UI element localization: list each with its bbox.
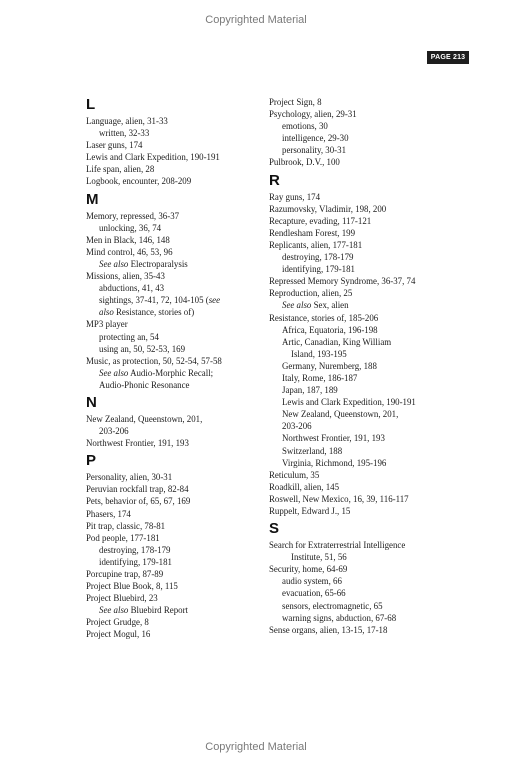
entry-text: Peruvian rockfall trap, 82-84: [86, 484, 189, 495]
entry-text: Memory, repressed, 36-37: [86, 210, 180, 221]
entry-text: Personality, alien, 30-31: [86, 472, 173, 483]
entry-text: sightings, 37-41, 72, 104-105 (: [99, 295, 209, 306]
entry-text: Repressed Memory Syndrome, 36-37, 74: [269, 276, 416, 287]
index-entry: [86, 520, 264, 532]
index-entry: [86, 246, 264, 258]
index-subentry: [86, 222, 264, 234]
index-entry: [86, 616, 264, 628]
entry-text: written, 32-33: [99, 128, 150, 139]
index-entry: [86, 270, 264, 282]
index-entry: [269, 624, 459, 636]
entry-text: identifying, 179-181: [282, 264, 355, 275]
index-subentry: [269, 420, 459, 432]
index-entry: [86, 568, 264, 580]
entry-text: Institute, 51, 56: [291, 552, 347, 563]
entry-text: audio system, 66: [282, 576, 342, 587]
copyright-footer: Copyrighted Material: [205, 741, 307, 753]
index-entry: [86, 437, 264, 449]
entry-text: Lewis and Clark Expedition, 190-191: [282, 397, 416, 408]
index-entry: [269, 539, 459, 551]
index-section-letter: P: [86, 452, 97, 470]
entry-text: Men in Black, 146, 148: [86, 234, 170, 245]
see-also-label: also: [99, 307, 114, 318]
index-subentry: [269, 120, 459, 132]
entry-text: Electroparalysis: [128, 258, 188, 269]
entry-text: Northwest Frontier, 191, 193: [86, 438, 189, 449]
entry-text: Pod people, 177-181: [86, 532, 160, 543]
index-entry: [269, 156, 459, 168]
index-entry: [269, 563, 459, 575]
entry-text: Pulbrook, D.V., 100: [269, 157, 340, 168]
entry-text: Project Blue Book, 8, 115: [86, 581, 178, 592]
index-entry: [269, 227, 459, 239]
index-section-letter: M: [86, 190, 99, 208]
index-subentry: [269, 432, 459, 444]
index-subentry: [269, 445, 459, 457]
index-subentry: [86, 379, 264, 391]
entry-text: Logbook, encounter, 208-209: [86, 176, 192, 187]
index-entry: [269, 505, 459, 517]
entry-text: Sense organs, alien, 13-15, 17-18: [269, 624, 388, 635]
see-also-label: See also: [99, 367, 129, 378]
index-subentry: [269, 324, 459, 336]
index-entry: [269, 203, 459, 215]
index-entry: [269, 275, 459, 287]
index-subentry: [269, 299, 459, 311]
entry-text: Virginia, Richmond, 195-196: [282, 457, 387, 468]
index-entry: [86, 628, 264, 640]
entry-text: Phasers, 174: [86, 508, 131, 519]
index-subentry: [86, 294, 264, 306]
index-subentry: [86, 556, 264, 568]
entry-text: Mind control, 46, 53, 96: [86, 246, 173, 257]
entry-text: personality, 30-31: [282, 145, 347, 156]
see-also-label: See also: [99, 258, 129, 269]
see-also-label: See also: [99, 605, 129, 616]
index-entry: [269, 481, 459, 493]
index-entry: [86, 151, 264, 163]
entry-text: Porcupine trap, 87-89: [86, 569, 164, 579]
entry-text: Artic, Canadian, King William: [282, 336, 392, 347]
index-entry: [86, 580, 264, 592]
entry-text: Replicants, alien, 177-181: [269, 239, 363, 250]
index-entry: [86, 115, 264, 127]
entry-text: Recapture, evading, 117-121: [269, 215, 372, 226]
entry-text: intelligence, 29-30: [282, 133, 349, 144]
entry-text: New Zealand, Queenstown, 201,: [282, 409, 399, 420]
entry-text: Germany, Nuremberg, 188: [282, 360, 377, 371]
index-section-letter: N: [86, 393, 97, 411]
entry-text: Ray guns, 174: [269, 191, 321, 202]
index-entry: [86, 508, 264, 520]
index-subentry: [269, 575, 459, 587]
index-entry: [86, 483, 264, 495]
entry-text: Audio-Phonic Resonance: [99, 379, 190, 390]
entry-text: Sex, alien: [311, 300, 349, 311]
index-subentry: [269, 457, 459, 469]
entry-text: Project Grudge, 8: [86, 617, 149, 628]
entry-text: Reproduction, alien, 25: [269, 288, 353, 299]
index-subentry: [269, 263, 459, 275]
entry-text: emotions, 30: [282, 121, 328, 132]
index-subentry: [86, 343, 264, 355]
entry-text: Project Sign, 8: [269, 97, 322, 107]
index-entry: [269, 312, 459, 324]
index-entry: [269, 239, 459, 251]
index-subentry: [86, 258, 264, 270]
entry-text: Resistance, stories of): [113, 307, 195, 318]
entry-text: Roswell, New Mexico, 16, 39, 116-117: [269, 493, 409, 504]
index-entry: [86, 210, 264, 222]
entry-text: unlocking, 36, 74: [99, 222, 162, 233]
index-subentry: [86, 306, 264, 318]
index-entry: [269, 493, 459, 505]
entry-text: Missions, alien, 35-43: [86, 271, 165, 282]
index-subentry: [269, 348, 459, 360]
entry-text: 203-206: [99, 426, 129, 437]
entry-text: using an, 50, 52-53, 169: [99, 343, 186, 354]
entry-text: abductions, 41, 43: [99, 283, 165, 294]
index-subentry: [269, 372, 459, 384]
entry-text: Life span, alien, 28: [86, 164, 155, 175]
index-subentry: [86, 604, 264, 616]
copyright-header: Copyrighted Material: [205, 14, 307, 26]
entry-text: Audio-Morphic Recall;: [128, 367, 214, 378]
index-entry: [269, 215, 459, 227]
index-entry: [86, 495, 264, 507]
entry-text: Switzerland, 188: [282, 445, 343, 456]
index-section-letter: R: [269, 171, 280, 189]
entry-text: Resistance, stories of, 185-206: [269, 312, 379, 323]
entry-text: Project Bluebird, 23: [86, 593, 158, 604]
index-subentry: [86, 544, 264, 556]
entry-text: Security, home, 64-69: [269, 564, 348, 575]
entry-text: protecting an, 54: [99, 331, 159, 342]
index-column-right: [269, 96, 459, 636]
entry-text: MP3 player: [86, 319, 128, 330]
index-subentry: [269, 396, 459, 408]
see-also-label: See also: [282, 300, 312, 311]
index-subentry: [86, 367, 264, 379]
index-entry: [86, 592, 264, 604]
entry-text: Project Mogul, 16: [86, 629, 151, 640]
entry-text: Island, 193-195: [291, 348, 347, 359]
index-entry: [86, 163, 264, 175]
page-number-badge: PAGE 213: [427, 51, 469, 64]
entry-text: Lewis and Clark Expedition, 190-191: [86, 152, 220, 163]
index-subentry: [86, 282, 264, 294]
entry-text: Pit trap, classic, 78-81: [86, 520, 166, 531]
entry-text: destroying, 178-179: [282, 252, 354, 263]
entry-text: 203-206: [282, 421, 312, 432]
entry-text: identifying, 179-181: [99, 556, 172, 567]
entry-text: Bluebird Report: [128, 605, 188, 616]
entry-text: New Zealand, Queenstown, 201,: [86, 413, 203, 424]
entry-text: Northwest Frontier, 191, 193: [282, 433, 385, 444]
entry-text: Psychology, alien, 29-31: [269, 109, 357, 120]
entry-text: warning signs, abduction, 67-68: [282, 612, 397, 623]
entry-text: sensors, electromagnetic, 65: [282, 600, 383, 611]
index-subentry: [269, 336, 459, 348]
entry-text: destroying, 178-179: [99, 544, 171, 555]
index-subentry: [269, 360, 459, 372]
index-section-letter: S: [269, 520, 280, 538]
index-entry: [86, 234, 264, 246]
entry-text: Search for Extraterrestrial Intelligence: [269, 540, 406, 551]
index-subentry: [269, 132, 459, 144]
entry-text: Razumovsky, Vladimir, 198, 200: [269, 203, 387, 214]
index-entry: [269, 108, 459, 120]
entry-text: Language, alien, 31-33: [86, 116, 168, 126]
entry-text: Pets, behavior of, 65, 67, 169: [86, 496, 191, 507]
index-entry: [269, 96, 459, 108]
index-subentry: [269, 144, 459, 156]
index-entry: [269, 191, 459, 203]
index-entry: [269, 469, 459, 481]
see-also-label: see: [208, 295, 221, 306]
index-entry: [86, 532, 264, 544]
index-subentry: [269, 587, 459, 599]
entry-text: Africa, Equatoria, 196-198: [282, 324, 378, 335]
entry-text: Laser guns, 174: [86, 140, 143, 151]
entry-text: Japan, 187, 189: [282, 385, 338, 396]
index-subentry: [269, 612, 459, 624]
index-entry: [269, 287, 459, 299]
entry-text: Italy, Rome, 186-187: [282, 372, 358, 383]
index-entry: [86, 175, 264, 187]
entry-text: Ruppelt, Edward J., 15: [269, 506, 351, 516]
index-section-letter: L: [86, 96, 96, 113]
index-subentry: [269, 600, 459, 612]
entry-text: Rendlesham Forest, 199: [269, 227, 356, 238]
index-column-left: [86, 96, 264, 641]
index-entry: [86, 318, 264, 330]
index-subentry: [269, 251, 459, 263]
index-subentry: [269, 384, 459, 396]
index-subentry: [86, 331, 264, 343]
index-entry: [86, 355, 264, 367]
entry-text: Music, as protection, 50, 52-54, 57-58: [86, 355, 222, 366]
index-entry: [86, 471, 264, 483]
index-subentry: [86, 127, 264, 139]
index-entry: [86, 139, 264, 151]
entry-text: Reticulum, 35: [269, 469, 320, 480]
index-subentry: [86, 425, 264, 437]
index-subentry: [269, 551, 459, 563]
index-subentry: [269, 408, 459, 420]
entry-text: evacuation, 65-66: [282, 588, 346, 599]
index-entry: [86, 413, 264, 425]
entry-text: Roadkill, alien, 145: [269, 481, 340, 492]
